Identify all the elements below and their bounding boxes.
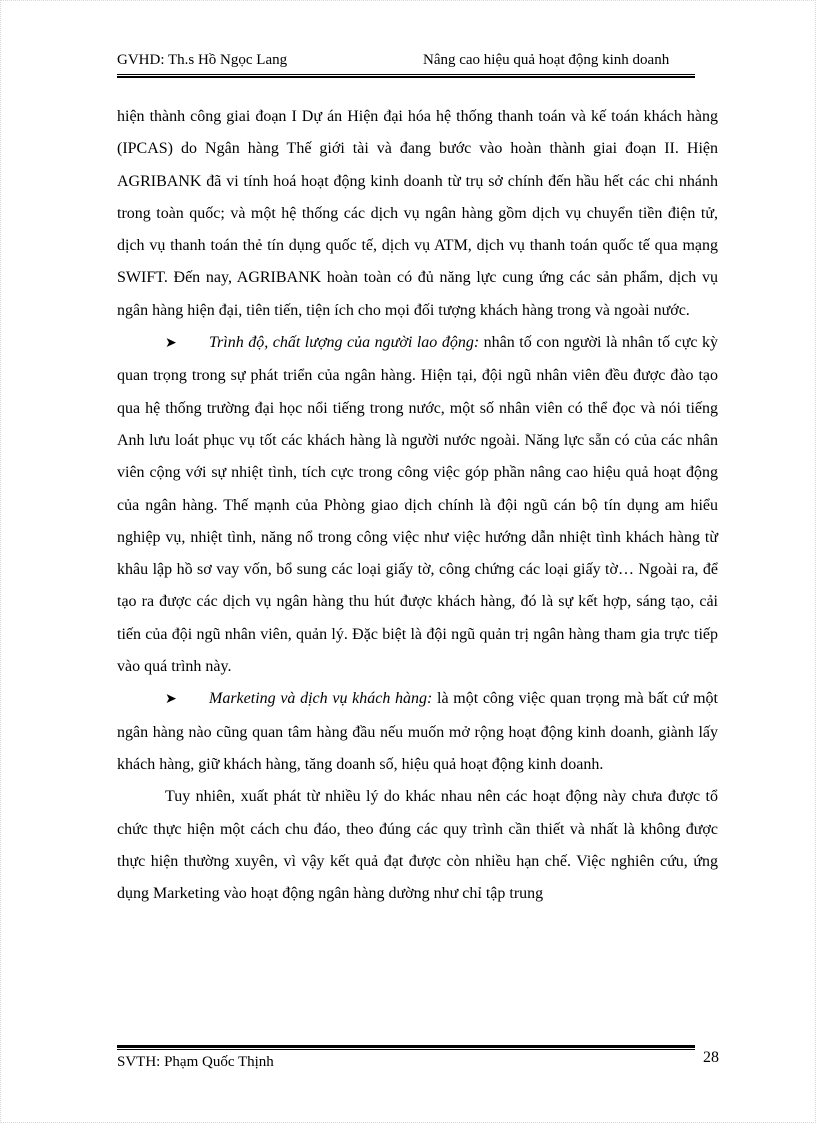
page-header [117,52,695,76]
header-rule-thick [117,76,695,78]
header-title: Nâng cao hiệu quả hoạt động kinh doanh [423,52,670,68]
arrow-bullet-icon: ➤ [165,692,177,708]
paragraph-3 [117,683,718,781]
paragraph-4: Tuy nhiên, xuất phát từ nhiều lý do khác nhau nên các hoạt động này chưa được tổ chức thực hiện một cách chu đáo, theo đúng các quy trình cần thiết và nhất là không được thực hiện thường xuyên, vì vậy kết quả đạt được còn nhiều hạn chế. Việc nghiên cứu, ứng dụng Marketing vào hoạt động ngân hàng dường như chỉ tập trung [117,788,718,903]
paragraph-3-text: là một công việc quan trọng mà bất cứ một ngân hàng nào cũng quan tâm hàng đầu nếu muốn mở rộng hoạt động kinh doanh, giành lấy khách hàng, giữ khách hàng, tăng doanh số, hiệu quả hoạt động kinh doanh. [117,690,718,773]
footer-rule [117,1049,695,1050]
paragraph-2-title: Trình độ, chất lượng của người lao động: [209,334,480,352]
arrow-bullet-icon: ➤ [165,336,177,352]
paragraph-1: hiện thành công giai đoạn I Dự án Hiện đại hóa hệ thống thanh toán và kế toán khách hàng (IPCAS) do Ngân hàng Thế giới tài và đang bước vào hoàn thành giai đoạn II. Hiện AGRIBANK đã vi tính hoá hoạt động kinh doanh từ trụ sở chính đến hầu hết các chi nhánh trong toàn quốc; và một hệ thống các dịch vụ ngân hàng gồm dịch vụ chuyển tiền điện tử, dịch vụ thanh toán thẻ tín dụng quốc tế, dịch vụ ATM, dịch vụ thanh toán quốc tế qua mạng SWIFT. Đến nay, AGRIBANK hoàn toàn có đủ năng lực cung ứng các sản phẩm, dịch vụ ngân hàng hiện đại, tiên tiến, tiện ích cho mọi đối tượng khách hàng trong và ngoài nước. [117,108,718,319]
page-number: 28 [703,1049,719,1066]
paragraph-2-text: nhân tố con người là nhân tố cực kỳ quan trọng trong sự phát triển của ngân hàng. Hiện tại, đội ngũ nhân viên đều được đào tạo qua hệ thống trường đại học nổi tiếng trong nước, một số nhân viên có thể đọc và nói tiếng Anh lưu loát phục vụ tốt các khách hàng là người nước ngoài. Năng lực sẵn có của các nhân viên cộng với sự nhiệt tình, tích cực trong công việc góp phần nâng cao hiệu quả hoạt động của ngân hàng. Thế mạnh của Phòng giao dịch chính là đội ngũ cán bộ tín dụng am hiểu nghiệp vụ, nhiệt tình, năng nổ trong công việc như việc hướng dẫn nhiệt tình khách hàng từ khâu lập hồ sơ vay vốn, bổ sung các loại giấy tờ, công chứng các loại giấy tờ… Ngoài ra, để tạo ra được các dịch vụ ngân hàng thu hút được khách hàng, đó là sự kết hợp, sáng tạo, cải tiến của đội ngũ nhân viên, quản lý. Đặc biệt là đội ngũ quản trị ngân hàng tham gia trực tiếp vào quá trình này. [117,334,719,676]
footer-rule-thick [117,1045,695,1048]
paragraph-3-title: Marketing và dịch vụ khách hàng: [209,690,433,708]
footer-student: SVTH: Phạm Quốc Thịnh [117,1054,274,1070]
header-instructor: GVHD: Th.s Hồ Ngọc Lang [117,52,288,68]
paragraph-2 [117,327,718,683]
header-rule [117,74,695,75]
document-body [117,101,718,910]
